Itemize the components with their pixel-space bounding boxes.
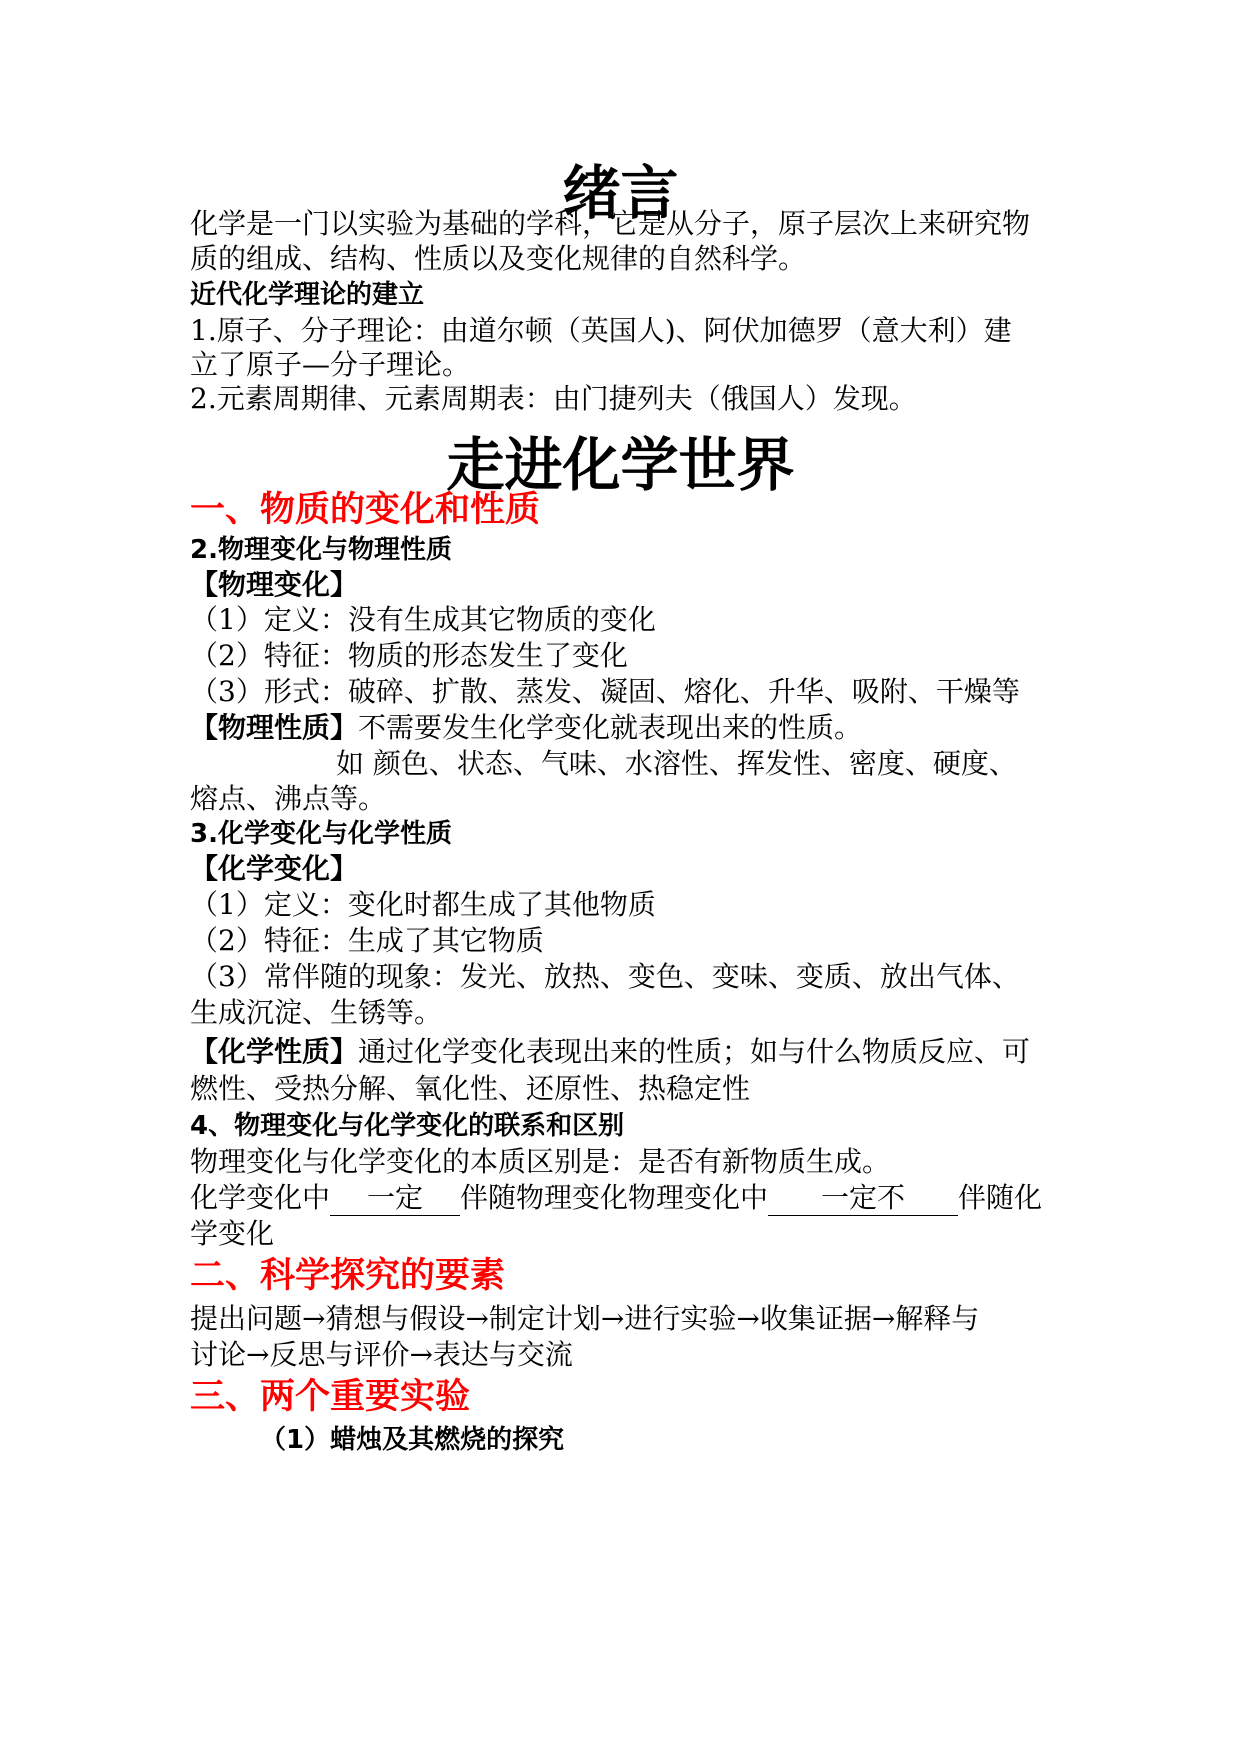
physical-definition: （1）定义：没有生成其它物质的变化 [190,603,656,636]
experiment-item1: （1）蜡烛及其燃烧的探究 [260,1425,565,1455]
relation-part2: 伴随物理变化物理变化中 [460,1181,769,1214]
chemical-property-text: 通过化学变化表现出来的性质；如与什么物质反应、可 [358,1035,1031,1068]
chemical-property-tag: 【化学性质】 [190,1035,359,1068]
physical-examples-line1: 如 颜色、状态、气味、水溶性、挥发性、密度、硬度、 [336,747,1017,780]
theory-heading: 近代化学理论的建立 [190,280,425,310]
chemical-feature: （2）特征：生成了其它物质 [190,924,544,957]
relation-fill-line [190,1179,1070,1217]
physical-property-line [190,709,1070,747]
intro-definition-line1: 化学是一门以实验为基础的学科，它是从分子，原子层次上来研究物 [190,207,1031,240]
chemical-property-line [190,1033,1070,1071]
intro-definition-line2: 质的组成、结构、性质以及变化规律的自然科学。 [190,242,807,275]
physical-property-tag: 【物理性质】 [190,711,359,744]
physical-subheading: 2.物理变化与物理性质 [190,535,452,565]
physical-feature: （2）特征：物质的形态发生了变化 [190,639,628,672]
chemical-property-line2: 燃性、受热分解、氧化性、还原性、热稳定性 [190,1072,751,1105]
relation-subheading: 4、物理变化与化学变化的联系和区别 [190,1111,625,1141]
physical-examples-line2: 熔点、沸点等。 [190,782,387,815]
theory-item1-line2: 立了原子—分子理论。 [190,348,471,381]
chemical-phenomena-line1: （3）常伴随的现象：发光、放热、变色、变味、变质、放出气体、 [190,960,1020,993]
blank-answer-2: 一定不 [768,1181,958,1216]
inquiry-steps-line1: 提出问题→猜想与假设→制定计划→进行实验→收集证据→解释与 [190,1302,980,1335]
theory-item2: 2.元素周期律、元素周期表：由门捷列夫（俄国人）发现。 [190,382,917,415]
section3-heading: 三、两个重要实验 [190,1377,471,1417]
physical-property-text: 不需要发生化学变化就表现出来的性质。 [358,711,863,744]
blank-answer-1: 一定 [330,1181,460,1216]
relation-part1: 化学变化中 [190,1181,331,1214]
physical-change-tag: 【物理变化】 [190,568,359,601]
section2-heading: 二、科学探究的要素 [190,1256,506,1296]
relation-part3: 伴随化 [958,1181,1043,1214]
theory-item1-line1: 1.原子、分子理论：由道尔顿（英国人)、阿伏加德罗（意大利）建 [190,314,1012,347]
relation-line2: 学变化 [190,1217,275,1250]
chemical-change-tag: 【化学变化】 [190,852,359,885]
intro-title: 绪言 [562,159,679,227]
physical-forms: （3）形式：破碎、扩散、蒸发、凝固、熔化、升华、吸附、干燥等 [190,675,1020,708]
inquiry-steps-line2: 讨论→反思与评价→表达与交流 [190,1338,573,1371]
chemical-definition: （1）定义：变化时都生成了其他物质 [190,888,656,921]
relation-essence: 物理变化与化学变化的本质区别是：是否有新物质生成。 [190,1145,891,1178]
chapter-title: 走进化学世界 [446,431,795,499]
section1-heading: 一、物质的变化和性质 [190,490,541,530]
chemical-subheading: 3.化学变化与化学性质 [190,819,452,849]
chemical-phenomena-line2: 生成沉淀、生锈等。 [190,996,443,1029]
